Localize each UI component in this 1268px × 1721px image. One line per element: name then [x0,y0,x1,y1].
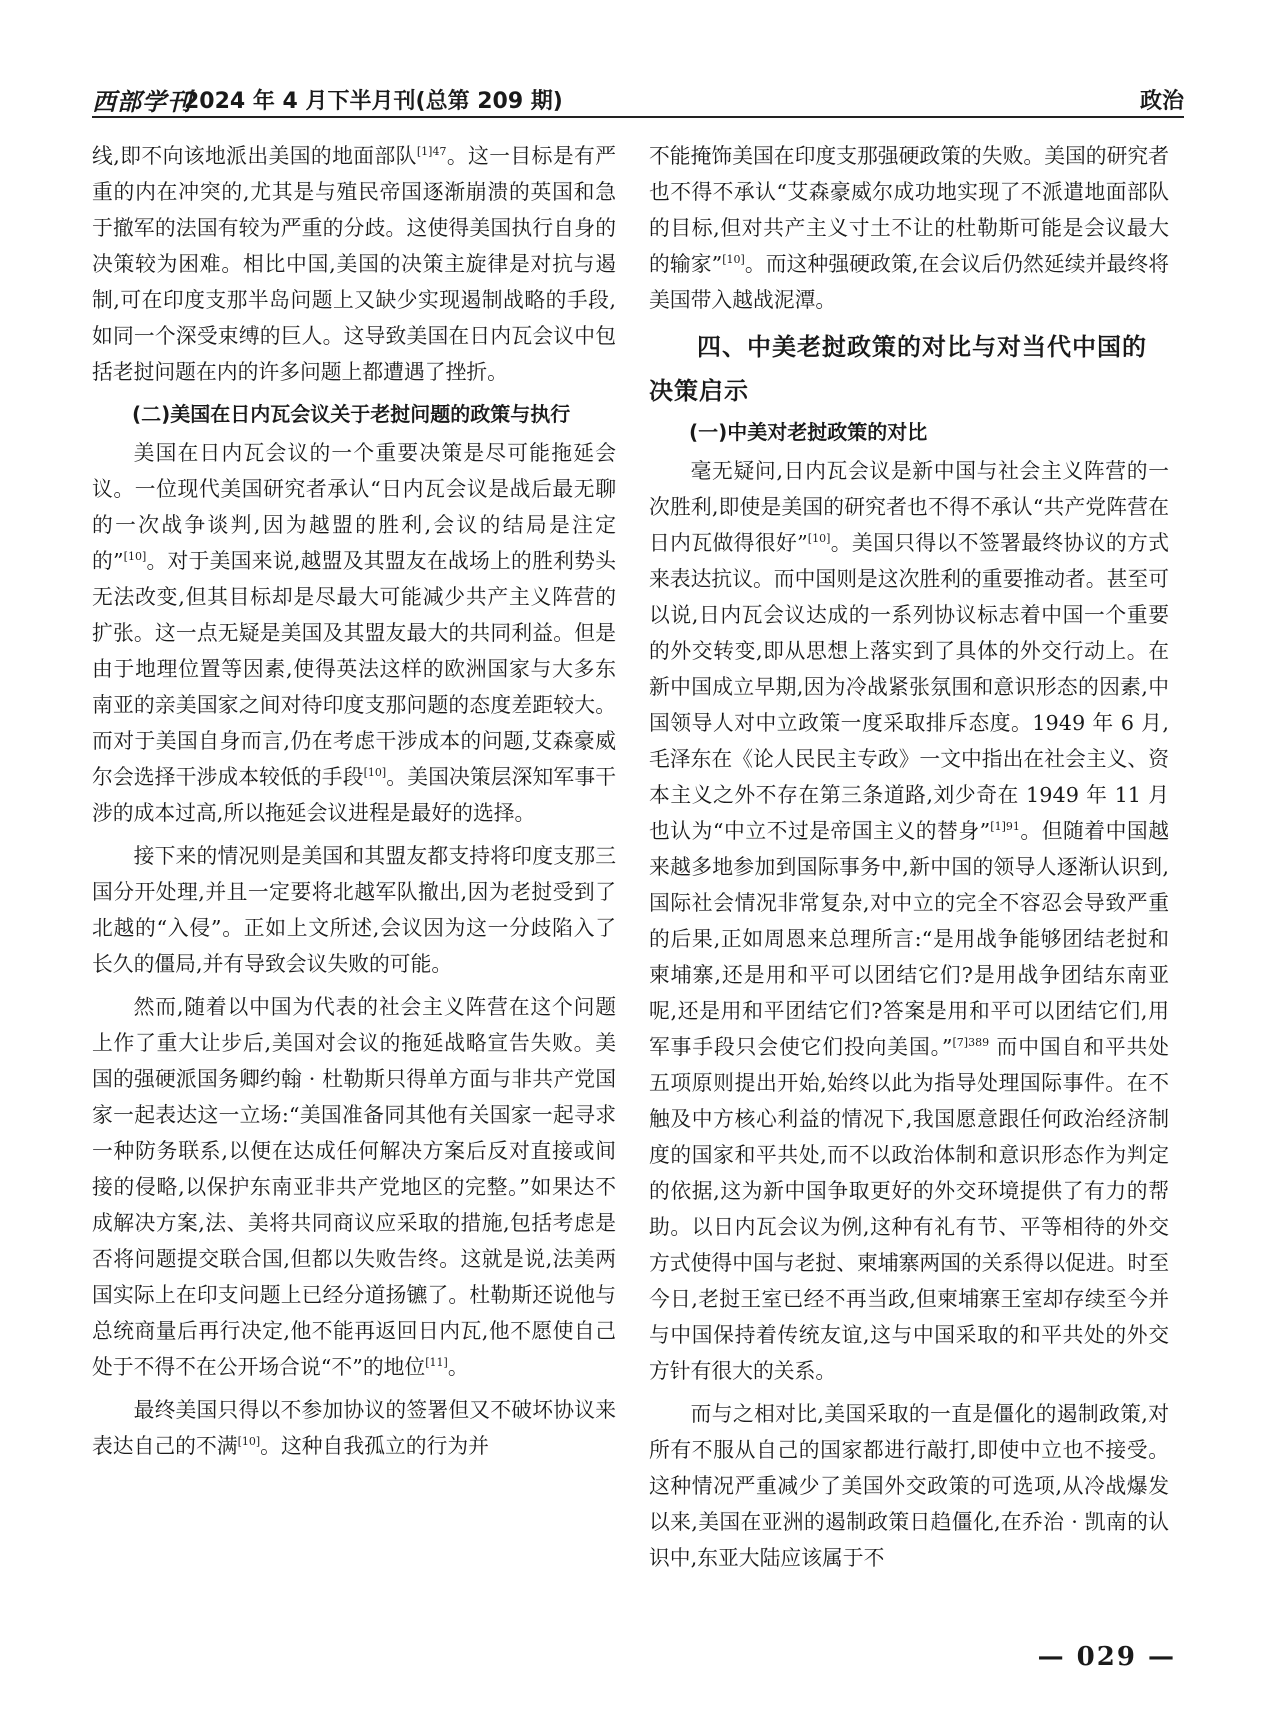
paragraph: 线,即不向该地派出美国的地面部队$^{[1]47}$。这一目标是有严重的内在冲突的,尤其是与殖民帝国逐渐崩溃的英国和急于撤军的法国有较为严重的分歧。这使得美国执行自身的决策较为困难。相比中国,美国的决策主旋律是对抗与遏制,可在印度支那半岛问题上又缺少实现遏制战略的手段,如同一个深受束缚的巨人。这导致美国在日内瓦会议中包括老挝问题在内的许多问题上都遭遇了挫折。 [92,144,616,384]
page-number: — 029 — [1037,1642,1176,1672]
journal-logo: 西部学刊 [92,87,192,116]
subsection-heading: (一)中美对老挝政策的对比 [689,420,928,444]
paragraph: 然而,随着以中国为代表的社会主义阵营在这个问题上作了重大让步后,美国对会议的拖延战略宣告失败。美国的强硬派国务卿约翰 · 杜勒斯只得单方面与非共产党国家一起表达这一立场:“美国准备同其他有关国家一起寻求一种防务联系,以便在达成任何解决方案后反对直接或间接的侵略,以保护东南亚非共产党地区的完整。”如果达不成解决方案,法、美将共同商议应采取的措施,包括考虑是否将问题提交联合国,但都以失败告终。这就是说,法美两国实际上在印支问题上已经分道扬镳了。杜勒斯还说他与总统商量后再行决定,他不能再返回日内瓦,他不愿使自己处于不得不在公开场合说“不”的地位[11]。 [92,995,616,1379]
section-heading: 四、中美老挝政策的对比与对当代中国的决策启示 [649,333,1147,405]
citation: [10] [807,532,831,545]
paragraph: 最终美国只得以不参加协议的签署但又不破坏协议来表达自己的不满[10]。这种自我孤立的行为并 [92,1398,616,1458]
header-rule [92,116,1184,118]
citation: [10] [237,1435,261,1448]
citation: [11] [425,1356,448,1369]
paragraph: 而与之相对比,美国采取的一直是僵化的遏制政策,对所有不服从自己的国家都进行敲打,即使中立也不接受。这种情况严重减少了美国外交政策的可选项,从冷战爆发以来,美国在亚洲的遏制政策日趋僵化,在乔治 · 凯南的认识中,东亚大陆应该属于不 [649,1402,1169,1570]
subsection-heading: (二)美国在日内瓦会议关于老挝问题的政策与执行 [132,402,571,426]
left-column [92,138,616,1471]
citation: [10] [123,550,147,563]
paragraph: 不能掩饰美国在印度支那强硬政策的失败。美国的研究者也不得不承认“艾森豪威尔成功地实现了不派遣地面部队的目标,但对共产主义寸土不让的杜勒斯可能是会议最大的输家”[10]。而这种强硬政策,在会议后仍然延续并最终将美国带入越战泥潭。 [649,144,1170,312]
citation: [1]91 [990,820,1020,833]
citation: [10] [363,766,387,779]
citation: [7]389 [952,1036,990,1049]
citation: [1]47 [416,145,447,158]
paragraph: 美国在日内瓦会议的一个重要决策是尽可能拖延会议。一位现代美国研究者承认“日内瓦会议是战后最无聊的一次战争谈判,因为越盟的胜利,会议的结局是注定的”[10]。对于美国来说,越盟及其盟友在战场上的胜利势头无法改变,但其目标却是尽最大可能减少共产主义阵营的扩张。这一点无疑是美国及其盟友最大的共同利益。但是由于地理位置等因素,使得英法这样的欧洲国家与大多东南亚的亲美国家之间对待印度支那问题的态度差距较大。而对于美国自身而言,仍在考虑干涉成本的问题,艾森豪威尔会选择干涉成本较低的手段[10]。美国决策层深知军事干涉的成本过高,所以拖延会议进程是最好的选择。 [92,441,617,825]
paragraph: 接下来的情况则是美国和其盟友都支持将印度支那三国分开处理,并且一定要将北越军队撤出,因为老挝受到了北越的“入侵”。正如上文所述,会议因为这一分歧陷入了长久的僵局,并有导致会议失败的可能。 [92,844,616,976]
running-header [92,78,1184,118]
paragraph: 毫无疑问,日内瓦会议是新中国与社会主义阵营的一次胜利,即使是美国的研究者也不得不承认“共产党阵营在日内瓦做得很好”[10]。美国只得以不签署最终协议的方式来表达抗议。而中国则是这次胜利的重要推动者。甚至可以说,日内瓦会议达成的一系列协议标志着中国一个重要的外交转变,即从思想上落实到了具体的外交行动上。在新中国成立早期,因为冷战紧张氛围和意识形态的因素,中国领导人对中立政策一度采取排斥态度。1949 年 6 月,毛泽东在《论人民民主专政》一文中指出在社会主义、资本主义之外不存在第三条道路,刘少奇在 1949 年 11 月也认为“中立不过是帝国主义的替身”$^{[1]91}$。但随着中国越来越多地参加到国际事务中,新中国的领导人逐渐认识到,国际社会情况非常复杂,对中立的完全不容忍会导致严重的后果,正如周恩来总理所言:“是用战争能够团结老挝和柬埔寨,还是用和平可以团结它们?是用战争团结东南亚呢,还是用和平团结它们?答案是用和平可以团结它们,用军事手段只会使它们投向美国。”$^{[7]389}$ 而中国自和平共处五项原则提出开始,始终以此为指导处理国际事件。在不触及中方核心利益的情况下,我国愿意跟任何政治经济制度的国家和平共处,而不以政治体制和意识形态作为判定的依据,这为新中国争取更好的外交环境提供了有力的帮助。以日内瓦会议为例,这种有礼有节、平等相待的外交方式使得中国与老挝、柬埔寨两国的关系得以促进。时至今日,老挝王室已经不再当政,但柬埔寨王室却存续至今并与中国保持着传统友谊,这与中国采取的和平共处的外交方针有很大的关系。 [649,459,1170,1383]
issue-info: 2024 年 4 月下半月刊(总第 209 期) [184,89,563,114]
section-label: 政治 [1139,89,1184,114]
right-column [649,138,1169,1583]
citation: [10] [722,253,745,266]
